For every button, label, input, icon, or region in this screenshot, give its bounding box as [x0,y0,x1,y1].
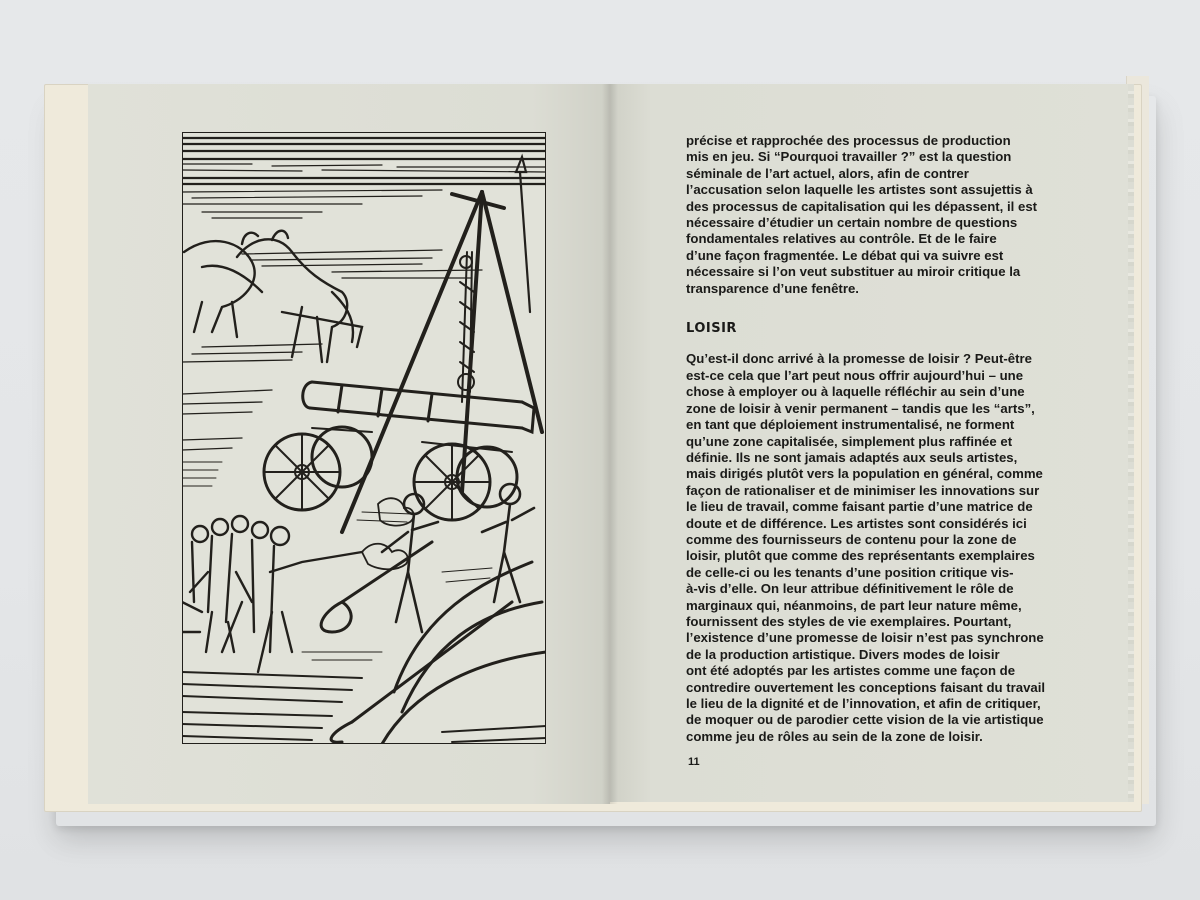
page-number: 11 [688,756,700,768]
book-gutter [602,84,618,804]
body-text [686,133,1046,745]
section-heading: LOISIR [686,321,737,337]
deckle-edge [1128,84,1134,802]
paragraph-loisir: Qu’est-il donc arrivé à la promesse de loisir ? Peut-être est-ce cela que l’art peut nous offrir aujourd’hui – une chose à employer ou à laquelle réfléchir au sein d’une zone de loisir à venir permanent – tandis que les “arts”, en tant que déploiement instrumentalisé, ne forment qu’une zone capitalisée, simplement plus raffinée et définie. Ils ne sont jamais adaptés aux seuls artistes, mais dirigés plutôt vers la population en général, comme façon de rationaliser et de minimiser les innovations sur le lieu de travail, comme faisant partie d’une matrice de doute et de différence. Les artistes sont considérés ici comme des fournisseurs de contenu pour la zone de loisir, plutôt que comme des représentants exemplaires de celle-ci ou les tenants d’une position critique vis- à-vis d’elle. On leur attribue définitivement le rôle de marginaux qui, néanmoins, de part leur nature même, fournissent des styles de vie exemplaires. Pourtant, l’existence d’une promesse de loisir n’est pas synchrone de la production artistique. Divers modes de loisir ont été adoptés par les artistes comme une façon de contredire ouvertement les conceptions faisant du travail le lieu de la dignité et de l’innovation, et afin de critiquer, de moquer ou de parodier cette vision de la vie artistique comme jeu de rôles au sein de la zone de loisir. [686,351,1046,744]
woodcut-engraving-icon [182,132,546,744]
woodcut-illustration [182,132,546,744]
paragraph-intro: précise et rapprochée des processus de production mis en jeu. Si “Pourquoi travailler ?” est la question séminale de l’art actuel, alors, afin de contrer l’accusation selon laquelle les artistes sont assujettis à des processus de capitalisation qui les dépassent, il est nécessaire d’étudier un certain nombre de questions fondamentales relatives au contrôle. Et de le faire d’une façon fragmentée. Le débat qui va suivre est nécessaire si l’on veut substituer au miroir critique la transparence d’une fenêtre. [686,133,1038,296]
